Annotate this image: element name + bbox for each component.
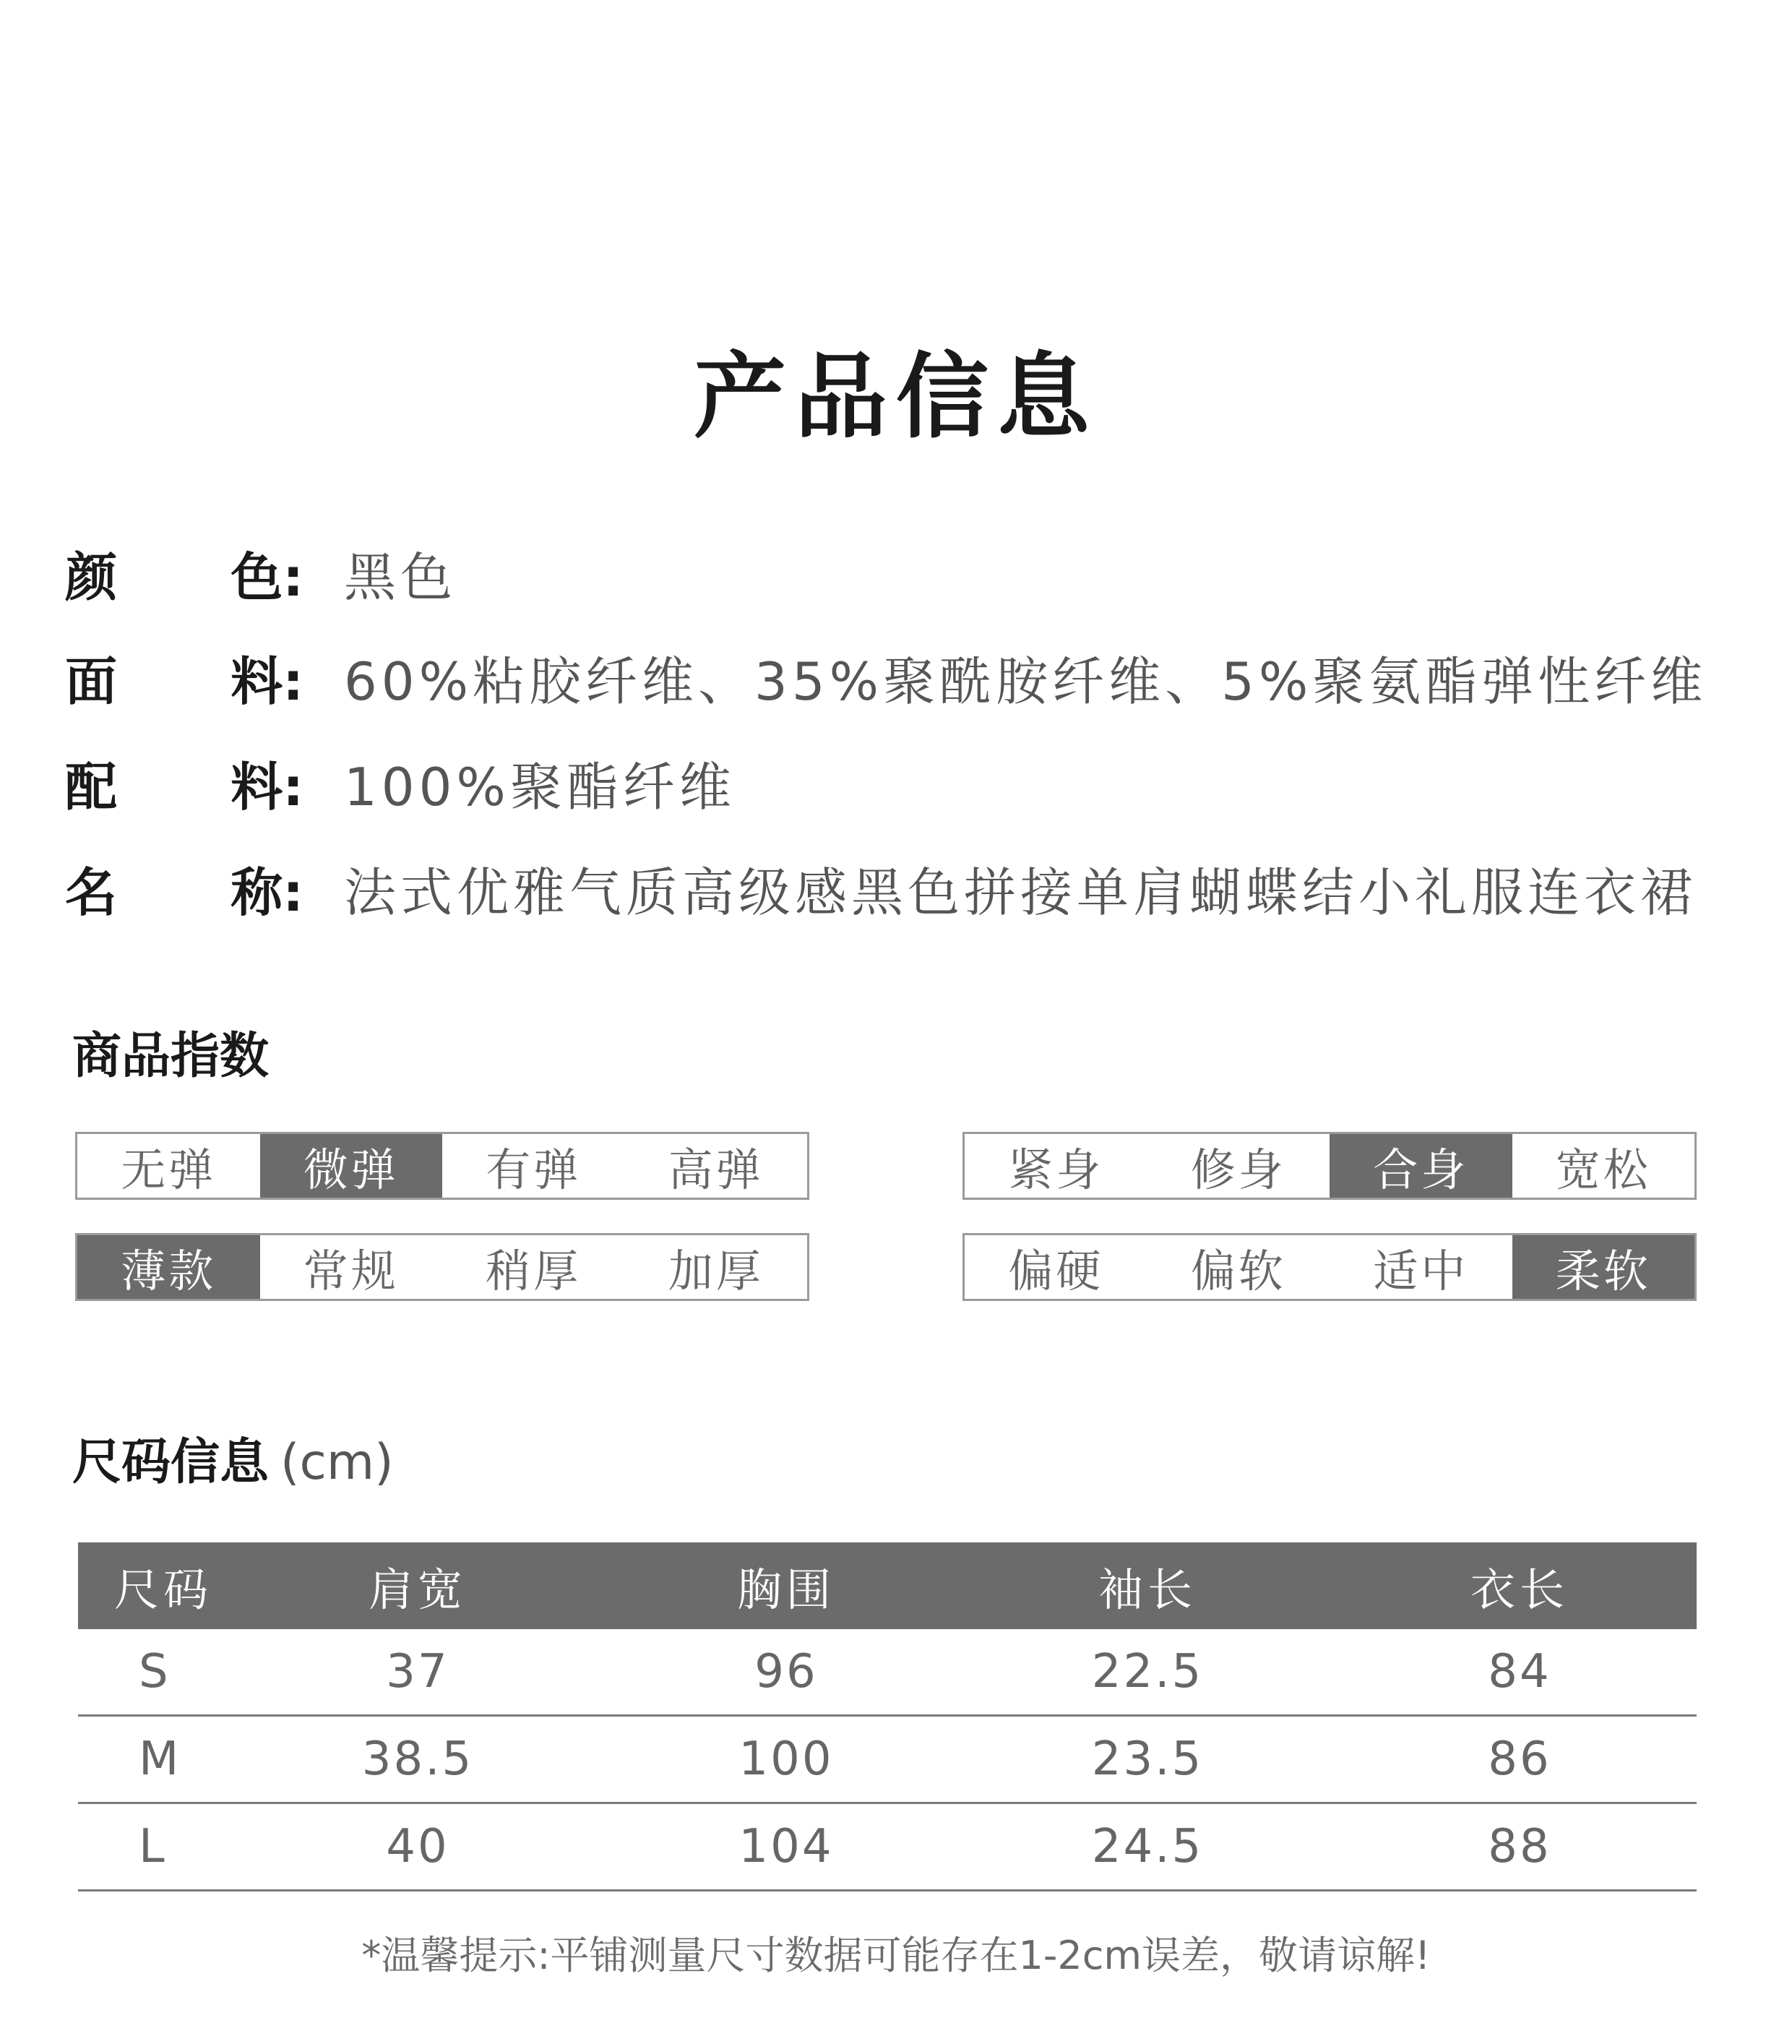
info-label-char: 料:	[231, 651, 303, 712]
fit-option: 紧身	[1008, 1143, 1104, 1196]
table-cell: 100	[738, 1732, 834, 1786]
table-cell: 88	[1488, 1820, 1551, 1873]
thickness-option: 稍厚	[486, 1244, 582, 1297]
softness-scale	[962, 1233, 1697, 1301]
softness-option: 偏硬	[1008, 1244, 1104, 1297]
softness-option: 柔软	[1512, 1235, 1695, 1299]
info-label-char: 色:	[231, 547, 303, 608]
table-cell: 23.5	[1091, 1732, 1204, 1786]
elasticity-option: 高弹	[668, 1143, 764, 1196]
fit-option: 宽松	[1555, 1143, 1651, 1196]
header-length: 衣长	[1470, 1563, 1569, 1616]
info-label	[65, 538, 303, 617]
info-label-char: 料:	[231, 757, 303, 817]
info-row-fabric	[65, 642, 1741, 721]
table-row	[78, 1717, 1697, 1804]
elasticity-scale	[75, 1132, 809, 1200]
table-cell: 104	[738, 1820, 834, 1873]
softness-option: 偏软	[1190, 1244, 1286, 1297]
measurement-note: *温馨提示:平铺测量尺寸数据可能存在1-2cm误差，敬请谅解!	[361, 1933, 1431, 1978]
page-title: 产品信息	[693, 343, 1098, 451]
table-cell: 84	[1488, 1645, 1551, 1699]
thickness-option: 常规	[303, 1244, 399, 1297]
fit-scale	[962, 1132, 1697, 1200]
softness-option: 适中	[1373, 1244, 1469, 1297]
fit-option: 合身	[1330, 1134, 1512, 1198]
index-section-title: 商品指数	[72, 1028, 270, 1085]
table-cell: 38.5	[361, 1732, 474, 1786]
info-value-color: 黑色	[344, 547, 457, 608]
table-cell: 22.5	[1091, 1645, 1204, 1699]
info-label-char: 名	[65, 862, 118, 923]
info-label-char: 称:	[231, 862, 303, 923]
size-table-header	[78, 1542, 1697, 1629]
table-row	[78, 1804, 1697, 1891]
header-size: 尺码	[114, 1563, 213, 1616]
table-cell: L	[139, 1820, 167, 1873]
table-cell: 40	[386, 1820, 449, 1873]
info-row-color	[65, 538, 1741, 617]
info-label	[65, 747, 303, 827]
thickness-option: 加厚	[668, 1244, 764, 1297]
table-row	[78, 1629, 1697, 1717]
info-row-name	[65, 853, 1741, 932]
thickness-option: 薄款	[77, 1235, 260, 1299]
info-label-char: 颜	[65, 547, 118, 608]
size-unit: (cm)	[280, 1434, 394, 1491]
info-label-char: 配	[65, 757, 118, 817]
header-shoulder: 肩宽	[368, 1563, 467, 1616]
elasticity-option: 微弹	[260, 1134, 443, 1198]
table-cell: M	[139, 1732, 181, 1786]
info-row-lining	[65, 747, 1741, 827]
table-cell: S	[139, 1645, 171, 1699]
info-value-fabric: 60%粘胶纤维、35%聚酰胺纤维、5%聚氨酯弹性纤维	[344, 651, 1707, 712]
elasticity-option: 无弹	[121, 1143, 217, 1196]
thickness-scale	[75, 1233, 809, 1301]
table-cell: 37	[386, 1645, 449, 1699]
elasticity-option: 有弹	[486, 1143, 582, 1196]
header-sleeve: 袖长	[1098, 1563, 1197, 1616]
size-section-title-text: 尺码信息	[72, 1434, 270, 1491]
header-bust: 胸围	[736, 1563, 835, 1616]
info-label	[65, 853, 303, 932]
table-cell: 24.5	[1091, 1820, 1204, 1873]
info-value-name: 法式优雅气质高级感黑色拼接单肩蝴蝶结小礼服连衣裙	[344, 862, 1697, 923]
info-label	[65, 642, 303, 721]
size-table	[78, 1542, 1697, 1891]
table-cell: 86	[1488, 1732, 1551, 1786]
info-value-lining: 100%聚酯纤维	[344, 757, 736, 817]
fit-option: 修身	[1190, 1143, 1286, 1196]
table-cell: 96	[754, 1645, 818, 1699]
size-section-title	[72, 1427, 394, 1499]
info-label-char: 面	[65, 651, 118, 712]
